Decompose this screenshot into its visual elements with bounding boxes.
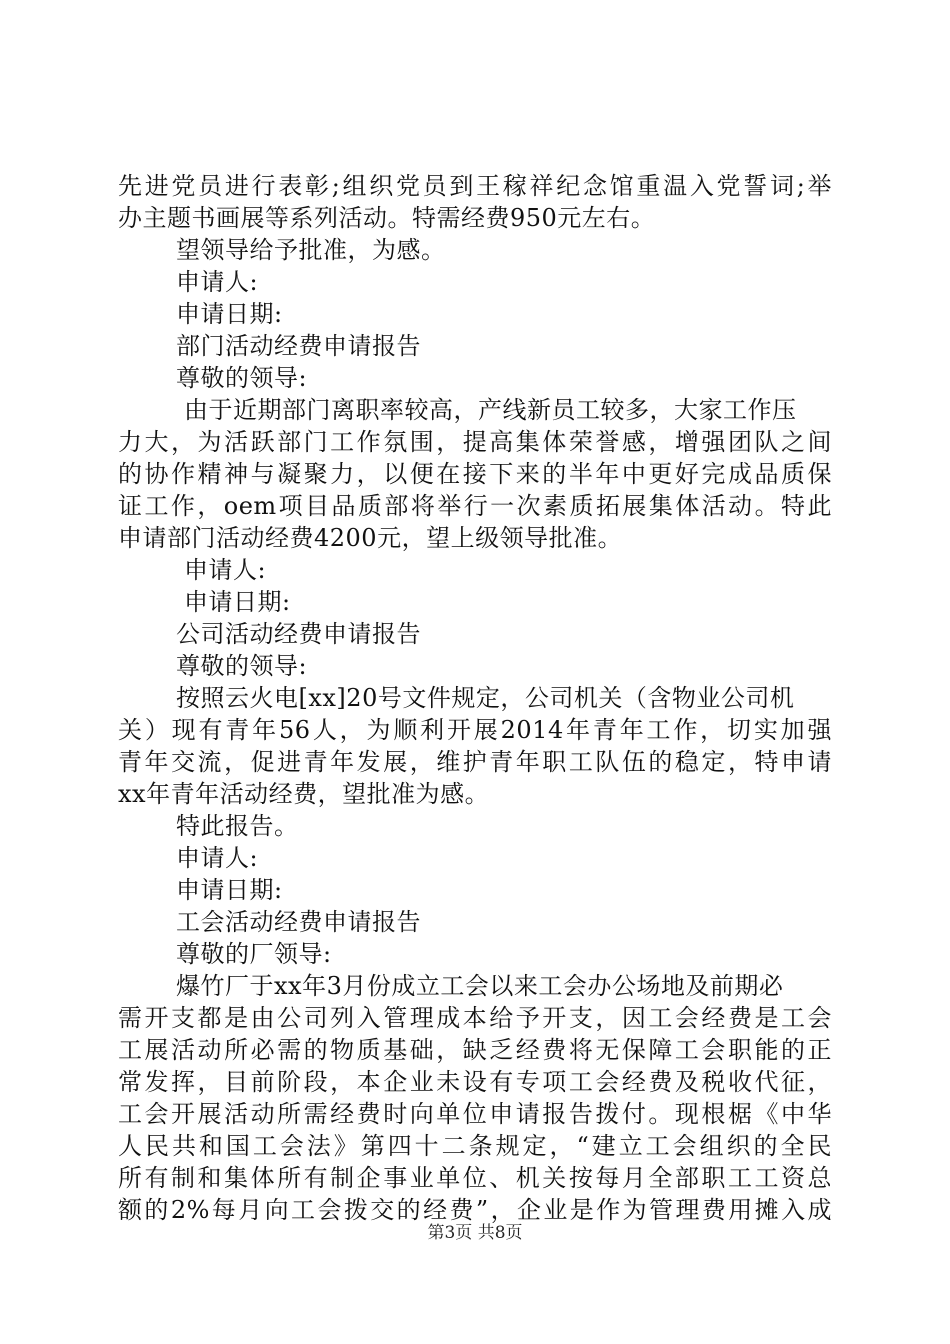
text-line: 按照云火电[xx]20号文件规定，公司机关（含物业公司机 [176, 684, 795, 712]
text-line: 的协作精神与凝聚力，以便在接下来的半年中更好完成品质保 [118, 460, 832, 488]
document-body [118, 170, 832, 1226]
text-line: 关）现有青年56人，为顺利开展2014年青年工作，切实加强 [118, 716, 832, 744]
text-line: 尊敬的领导: [176, 652, 308, 680]
text-line: 所有制和集体所有制企事业单位、机关按每月全部职工工资总 [118, 1164, 832, 1192]
text-line: 申请人: [184, 556, 267, 584]
text-line: 尊敬的厂领导: [176, 940, 332, 968]
text-line: 申请日期: [184, 588, 291, 616]
text-line: 尊敬的领导: [176, 364, 308, 392]
text-line: 望领导给予批准，为感。 [176, 236, 446, 264]
text-line: 办主题书画展等系列活动。特需经费950元左右。 [118, 204, 656, 232]
text-line: 青年交流，促进青年发展，维护青年职工队伍的稳定，特申请 [118, 748, 832, 776]
text-line: 先进党员进行表彰;组织党员到王稼祥纪念馆重温入党誓词;举 [118, 172, 832, 200]
text-line: 爆竹厂于xx年3月份成立工会以来工会办公场地及前期必 [176, 972, 784, 1000]
text-line: 人民共和国工会法》第四十二条规定，“建立工会组织的全民 [118, 1132, 832, 1160]
text-line: xx年青年活动经费，望批准为感。 [118, 780, 490, 808]
text-line: 申请人: [176, 844, 259, 872]
text-line: 工会开展活动所需经费时向单位申请报告拨付。现根椐《中华 [118, 1100, 832, 1128]
text-line: 由于近期部门离职率较高，产线新员工较多，大家工作压 [184, 396, 797, 424]
text-line: 申请部门活动经费4200元，望上级领导批准。 [118, 524, 623, 552]
page-footer: 第3页 共8页 [427, 1223, 523, 1243]
text-line: 公司活动经费申请报告 [176, 620, 421, 648]
text-line: 力大，为活跃部门工作氛围，提高集体荣誉感，增强团队之间 [118, 428, 832, 456]
text-line: 工展活动所必需的物质基础，缺乏经费将无保障工会职能的正 [118, 1036, 832, 1064]
text-line: 申请人: [176, 268, 259, 296]
text-line: 特此报告。 [176, 812, 299, 840]
text-line: 申请日期: [176, 876, 283, 904]
text-line: 证工作，oem项目品质部将举行一次素质拓展集体活动。特此 [118, 492, 832, 520]
text-line: 工会活动经费申请报告 [176, 908, 421, 936]
text-line: 额的2%每月向工会拨交的经费”，企业是作为管理费用摊入成 [118, 1196, 832, 1224]
text-line: 部门活动经费申请报告 [176, 332, 421, 360]
text-line: 常发挥，目前阶段，本企业未设有专项工会经费及税收代征， [118, 1068, 832, 1096]
text-line: 需开支都是由公司列入管理成本给予开支，因工会经费是工会 [118, 1004, 832, 1032]
text-line: 申请日期: [176, 300, 283, 328]
